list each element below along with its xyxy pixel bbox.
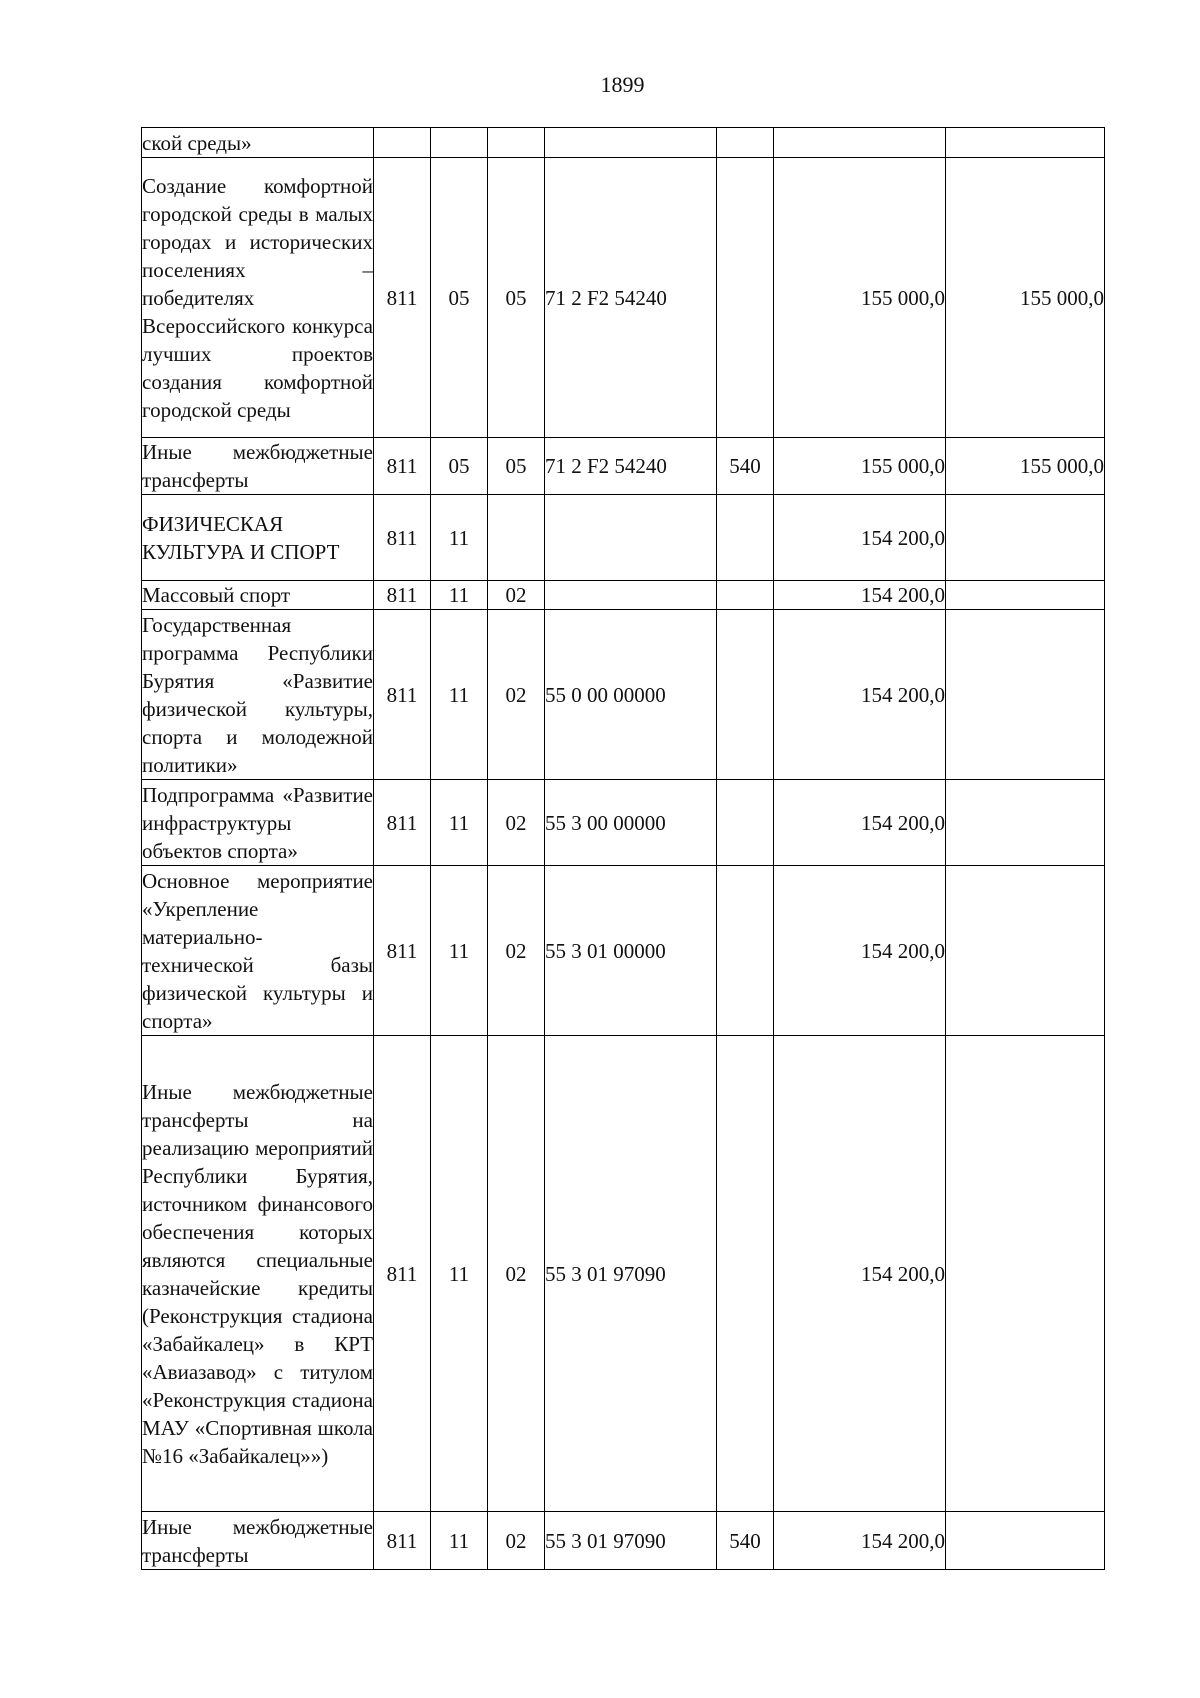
target-article-code (545, 128, 717, 158)
table-row (142, 128, 1105, 158)
dept-code: 811 (374, 158, 431, 438)
dept-code: 811 (374, 780, 431, 866)
amount-1: 155 000,0 (774, 158, 946, 438)
section-code: 11 (431, 495, 488, 581)
section-code: 11 (431, 866, 488, 1036)
expense-type-code (717, 610, 774, 780)
section-code: 11 (431, 581, 488, 610)
subsection-code: 02 (488, 1512, 545, 1570)
row-name: ФИЗИЧЕСКАЯ КУЛЬТУРА И СПОРТ (142, 495, 374, 581)
dept-code: 811 (374, 866, 431, 1036)
section-code: 05 (431, 158, 488, 438)
row-name: Государственная программа Республики Бурятия «Развитие физической культуры, спорта и молодежной политики» (142, 610, 374, 780)
table-row (142, 866, 1105, 1036)
budget-table (141, 127, 1105, 1570)
subsection-code: 02 (488, 780, 545, 866)
amount-1: 154 200,0 (774, 581, 946, 610)
table-row (142, 438, 1105, 495)
target-article-code: 71 2 F2 54240 (545, 158, 717, 438)
amount-1: 154 200,0 (774, 866, 946, 1036)
subsection-code: 02 (488, 1036, 545, 1512)
expense-type-code (717, 866, 774, 1036)
dept-code: 811 (374, 438, 431, 495)
target-article-code: 55 3 00 00000 (545, 780, 717, 866)
expense-type-code (717, 495, 774, 581)
target-article-code: 55 3 01 97090 (545, 1512, 717, 1570)
amount-2 (946, 1036, 1105, 1512)
expense-type-code (717, 1036, 774, 1512)
row-name: Иные межбюджетные трансферты (142, 438, 374, 495)
expense-type-code (717, 581, 774, 610)
row-name: Подпрограмма «Развитие инфраструктуры объектов спорта» (142, 780, 374, 866)
target-article-code: 71 2 F2 54240 (545, 438, 717, 495)
table-row (142, 780, 1105, 866)
section-code (431, 128, 488, 158)
amount-2 (946, 780, 1105, 866)
amount-2 (946, 1512, 1105, 1570)
target-article-code (545, 495, 717, 581)
table-row (142, 581, 1105, 610)
amount-2 (946, 866, 1105, 1036)
amount-2 (946, 495, 1105, 581)
table-row (142, 610, 1105, 780)
amount-2 (946, 581, 1105, 610)
amount-1: 154 200,0 (774, 1036, 946, 1512)
expense-type-code (717, 158, 774, 438)
expense-type-code: 540 (717, 438, 774, 495)
subsection-code (488, 495, 545, 581)
amount-1: 154 200,0 (774, 780, 946, 866)
dept-code: 811 (374, 1512, 431, 1570)
table-row (142, 1036, 1105, 1512)
subsection-code: 02 (488, 581, 545, 610)
amount-1: 154 200,0 (774, 1512, 946, 1570)
section-code: 11 (431, 1036, 488, 1512)
expense-type-code (717, 128, 774, 158)
row-name: ской среды» (142, 128, 374, 158)
subsection-code: 02 (488, 866, 545, 1036)
target-article-code: 55 0 00 00000 (545, 610, 717, 780)
target-article-code: 55 3 01 97090 (545, 1036, 717, 1512)
section-code: 11 (431, 610, 488, 780)
section-code: 05 (431, 438, 488, 495)
row-name: Массовый спорт (142, 581, 374, 610)
amount-1 (774, 128, 946, 158)
table-row (142, 158, 1105, 438)
target-article-code: 55 3 01 00000 (545, 866, 717, 1036)
amount-2: 155 000,0 (946, 438, 1105, 495)
amount-1: 155 000,0 (774, 438, 946, 495)
amount-2 (946, 128, 1105, 158)
amount-1: 154 200,0 (774, 610, 946, 780)
subsection-code: 02 (488, 610, 545, 780)
row-name: Иные межбюджетные трансферты на реализацию мероприятий Республики Бурятия, источником финансового обеспечения которых являются специальные казначейские кредиты (Реконструкция стадиона «Забайкалец» в КРТ «Авиазавод» с титулом «Реконструкция стадиона МАУ «Спортивная школа №16 «Забайкалец»») (142, 1036, 374, 1512)
subsection-code: 05 (488, 158, 545, 438)
table-row (142, 495, 1105, 581)
row-name: Иные межбюджетные трансферты (142, 1512, 374, 1570)
row-name: Создание комфортной городской среды в малых городах и исторических поселениях – победителях Всероссийского конкурса лучших проектов создания комфортной городской среды (142, 158, 374, 438)
dept-code (374, 128, 431, 158)
dept-code: 811 (374, 610, 431, 780)
dept-code: 811 (374, 581, 431, 610)
section-code: 11 (431, 1512, 488, 1570)
subsection-code (488, 128, 545, 158)
subsection-code: 05 (488, 438, 545, 495)
table-row (142, 1512, 1105, 1570)
dept-code: 811 (374, 1036, 431, 1512)
dept-code: 811 (374, 495, 431, 581)
section-code: 11 (431, 780, 488, 866)
amount-2 (946, 610, 1105, 780)
expense-type-code: 540 (717, 1512, 774, 1570)
target-article-code (545, 581, 717, 610)
page-number: 1899 (600, 72, 645, 97)
amount-1: 154 200,0 (774, 495, 946, 581)
amount-2: 155 000,0 (946, 158, 1105, 438)
row-name: Основное мероприятие «Укрепление материально-технической базы физической культуры и спорта» (142, 866, 374, 1036)
expense-type-code (717, 780, 774, 866)
